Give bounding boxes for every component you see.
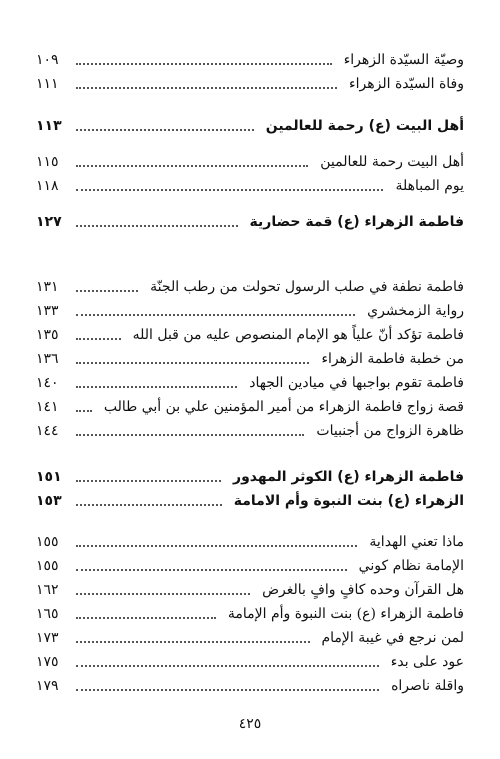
- dot-leader: [76, 569, 347, 571]
- toc-entry: [36, 554, 464, 578]
- toc-entry-title: ظاهرة الزواج من أجنبيات: [316, 423, 464, 439]
- toc-entry: [36, 650, 464, 674]
- dot-leader: [76, 504, 222, 506]
- toc-entry: [36, 530, 464, 554]
- toc-entry-title: فاطمة الزهراء (ع) قمة حضارية: [249, 214, 464, 230]
- toc-entry: [36, 48, 464, 72]
- toc-entry-page: ١٥٥: [36, 534, 59, 550]
- dot-leader: [76, 386, 237, 388]
- toc-entry-page: ١٣٥: [36, 327, 59, 343]
- toc-entry-page: ١٧٥: [36, 654, 59, 670]
- toc-entry: [36, 371, 464, 395]
- toc-entry: [36, 323, 464, 347]
- dot-leader: [76, 338, 121, 340]
- toc-entry-page: ١٦٢: [36, 582, 59, 598]
- toc-entry-title: أهل البيت رحمة للعالمين: [320, 154, 464, 170]
- toc-entry: [36, 419, 464, 443]
- dot-leader: [76, 225, 238, 227]
- toc-entry-title: فاطمة نطفة في صلب الرسول تحولت من رطب الجنّة: [150, 279, 464, 295]
- toc-entry: [36, 275, 464, 299]
- toc-entry-title: فاطمة الزهراء (ع) بنت النبوة وأم الإمامة: [227, 606, 464, 622]
- toc-section-heading: [36, 210, 464, 234]
- toc-entry-page: ١٥١: [36, 469, 62, 485]
- toc-entry-title: يوم المباهلة: [395, 178, 464, 194]
- toc-entry: [36, 395, 464, 419]
- dot-leader: [76, 129, 254, 131]
- dot-leader: [76, 165, 308, 167]
- toc-entry-page: ١٤٠: [36, 375, 59, 391]
- page-number: ٤٢٥: [238, 716, 262, 732]
- toc-entry: [36, 626, 464, 650]
- dot-leader: [76, 314, 355, 316]
- dot-leader: [76, 665, 379, 667]
- dot-leader: [76, 480, 221, 482]
- toc-entry-page: ١٢٧: [36, 214, 62, 230]
- toc-entry: [36, 174, 464, 198]
- toc-entry: [36, 674, 464, 698]
- toc-entry-title: ماذا تعني الهداية: [369, 534, 464, 550]
- dot-leader: [76, 362, 309, 364]
- toc-entry-title: فاطمة تقوم بواجبها في ميادين الجهاد: [249, 375, 464, 391]
- toc-entry: [36, 72, 464, 96]
- dot-leader: [76, 410, 92, 412]
- toc-entry-page: ١٣٦: [36, 351, 59, 367]
- dot-leader: [76, 63, 332, 65]
- toc-entry-page: ١٣٣: [36, 303, 59, 319]
- dot-leader: [76, 189, 383, 191]
- toc-entry: [36, 602, 464, 626]
- toc-entry: [36, 347, 464, 371]
- toc-entry-page: ١٧٩: [36, 678, 59, 694]
- toc-entry-title: لمن نرجع في غيبة الإمام: [321, 630, 464, 646]
- toc-entry-title: فاطمة الزهراء (ع) الكوثر المهدور: [233, 469, 464, 485]
- toc-entry: [36, 150, 464, 174]
- toc-section-heading: [36, 114, 464, 138]
- dot-leader: [76, 545, 357, 547]
- toc-entry-page: ١١٨: [36, 178, 59, 194]
- toc-entry-page: ١٤١: [36, 399, 59, 415]
- dot-leader: [76, 87, 337, 89]
- toc-entry-title: الإمامة نظام كوني: [358, 558, 464, 574]
- toc-entry-title: الزهراء (ع) بنت النبوة وأم الامامة: [233, 493, 464, 509]
- toc-entry-page: ١٤٤: [36, 423, 59, 439]
- toc-entry-title: رواية الزمخشري: [367, 303, 464, 319]
- toc-entry-page: ١٧٣: [36, 630, 59, 646]
- toc-section-heading: [36, 489, 464, 513]
- dot-leader: [76, 617, 216, 619]
- toc-entry-page: ١٠٩: [36, 52, 59, 68]
- dot-leader: [76, 593, 250, 595]
- toc-entry: [36, 578, 464, 602]
- toc-entry-page: ١٦٥: [36, 606, 59, 622]
- toc-entry-page: ١٥٣: [36, 493, 62, 509]
- toc-section-heading: [36, 465, 464, 489]
- dot-leader: [76, 689, 379, 691]
- toc-entry: [36, 299, 464, 323]
- toc-entry-page: ١١١: [36, 76, 59, 92]
- toc-entry-page: ١١٥: [36, 154, 59, 170]
- toc-entry-title: وفاة السيّدة الزهراء: [349, 76, 464, 92]
- toc-entry-title: أهل البيت (ع) رحمة للعالمين: [265, 118, 464, 134]
- dot-leader: [76, 434, 304, 436]
- toc-entry-title: عود على بدء: [390, 654, 464, 670]
- toc-entry-title: من خطبة فاطمة الزهراء: [321, 351, 464, 367]
- toc-entry-title: قصة زواج فاطمة الزهراء من أمير المؤمنين علي بن أبي طالب: [103, 399, 464, 415]
- toc-entry-title: فاطمة تؤكد أنّ علياً هو الإمام المنصوص عليه من قبل الله: [132, 327, 464, 343]
- dot-leader: [76, 290, 138, 292]
- toc-entry-title: واقلة ناصراه: [391, 678, 464, 694]
- toc-entry-title: وصيّة السيّدة الزهراء: [343, 52, 464, 68]
- toc-entry-page: ١١٣: [36, 118, 62, 134]
- dot-leader: [76, 641, 310, 643]
- toc-entry-page: ١٥٥: [36, 558, 59, 574]
- toc-entry-page: ١٣١: [36, 279, 59, 295]
- toc-entry-title: هل القرآن وحده كافٍ وافٍ بالغرض: [262, 582, 464, 598]
